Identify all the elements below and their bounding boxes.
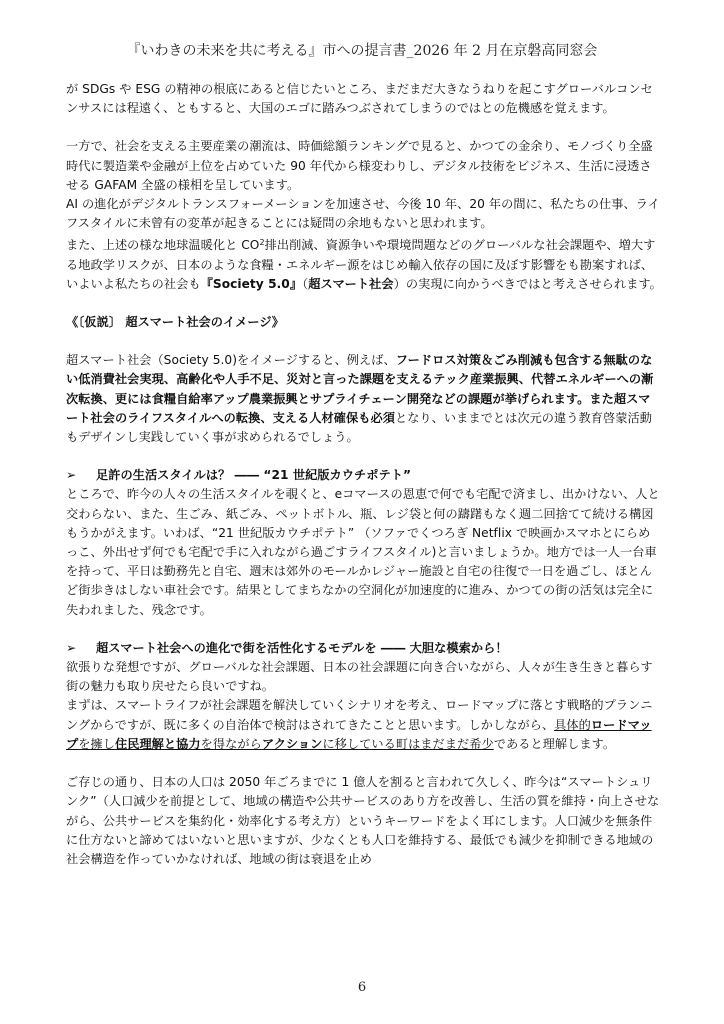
paragraph-population: ご存じの通り、日本の人口は 2050 年ごろまでに 1 億人を割ると言われて久しく、昨今は“スマートシュリンク”（人口減少を前提として、地域の構造や公共サービスのあり方を改善し、生活の質を維持・向上させながら、公共サービスを集約化・効率化する考え方）というキーワードをよく耳にします。人口減少を無条件に仕方ないと諦めてはいないと思いますが、少なくとも人口を維持する、最低でも減少を抑制できる地域の社会構造を作っていかなければ、地域の街は衰退を止め <box>66 775 660 866</box>
paragraph-couch-potato: ところで、昨今の人々の生活スタイルを覗くと、eコマースの恩恵で何でも宅配で済まし、出かけない、人と交わらない、また、生ごみ、紙ごみ、ペットボトル、瓶、レジ袋と何の躊躇もなく週二回捨てて続ける構図もうかがえます。いわば、“21 世紀版カウチポテト” （ソファでくつろぎ Netflix で映画かスマホとにらめっこ、外出せず何でも宅配で手に入れながら過ごすライフスタイル)と言いましょうか。地方では一人一台車を持って、平日は勤務先と自宅、週末は郊外のモールかレジャー施設と自宅の往復で一日を過ごし、ほとんど街歩きはしない車社会です。結果としてまちなかの空洞化が加速度的に進み、かつての街の活気は完全に失われました、残念です。 <box>66 487 660 617</box>
paragraph-ambition: 欲張りな発想ですが、グローバルな社会課題、日本の社会課題に向き合いながら、人々が生き生きと暮らす街の魅力も取り戻せたら良いですね。 <box>66 660 653 694</box>
spacer <box>66 620 662 639</box>
page-number: 6 <box>357 980 367 995</box>
arrow-bullet-icon: ➢ <box>66 468 77 483</box>
section-heading-model: ➢ 超スマート社会への進化で街を活性化するモデルを ―― 大胆な模索から！ <box>66 639 662 658</box>
spacer <box>66 118 662 137</box>
section-heading-lifestyle: ➢ 足許の生活スタイルは？ ―― “21 世紀版カウチポテト” <box>66 466 662 485</box>
paragraph-society-5: また、上述の様な地球温暖化と $CO^2$排出削減、資源争いや環境問題などのグローバルな社会課題や、増大する地政学リスクが、日本のような食糧・エネルギー源をはじめ輸入依存の国に及ぼす影響をも勘案すれば、いよいよ私たちの社会も『Society 5.0』（超スマート社会）の実現に向かうべきではと考えさせられます。 <box>66 238 662 291</box>
paragraph-ai-evolution: AI の進化がデジタルトランスフォーメーションを加速させ、今後 10 年、20 年の間に、私たちの仕事、ライフスタイルに未曾有の変革が起きることには疑問の余地もないと思われます。 <box>66 197 660 231</box>
paragraph-sdgs: が SDGs や ESG の精神の根底にあると信じたいところ、まだまだ大きなうねりを起こすグローバルコンセンサスには程遠く、ともすると、大国のエゴに踏みつぶされてしまうのではとの危機感を覚えます。 <box>66 82 653 116</box>
spacer <box>66 447 662 466</box>
spacer <box>66 332 662 351</box>
paragraph-super-smart-image: 超スマート社会（Society 5.0)をイメージすると、例えば、フードロス対策＆ごみ削減も包含する無駄のない低消費社会実現、高齢化や人手不足、災対と言った課題を支えるテック産業振興、代替エネルギーへの漸次転換、更には食糧自給率アップ農業振興とサプライチェーン開発などの課題が挙げられます。また超スマート社会のライフスタイルへの転換、支える人材確保も必須となり、いままでとは次元の違う教育啓蒙活動もデザインし実践していく事が求められるでしょう。 <box>66 353 654 445</box>
arrow-bullet-icon: ➢ <box>66 640 77 655</box>
spacer <box>66 754 662 773</box>
page-body <box>66 80 662 869</box>
document-header: 『いわきの未来を共に考える』市への提言書_2026 年 2 月在京磐高同窓会 <box>126 43 598 59</box>
paragraph-industry-trend: 一方で、社会を支える主要産業の潮流は、時価総額ランキングで見ると、かつての金余り、モノづくり全盛時代に製造業や金融が上位を占めていた 90 年代から様変わりし、デジタル技術をビジネス、生活に浸透させる GAFAM 全盛の様相を呈しています。 <box>66 139 653 192</box>
section-heading-hypothesis: 《〔仮説〕 超スマート社会のイメージ》 <box>66 315 284 330</box>
spacer <box>66 294 662 313</box>
paragraph-roadmap: まずは、スマートライフが社会課題を解決していくシナリオを考え、ロードマップに落とす戦略的プランニングからですが、既に多くの自治体で検討はされてきたことと思います。しかしながら、具体的ロードマップを擁し住民理解と協力を得ながらアクションに移している町はまだまだ希少であると理解します。 <box>66 698 653 751</box>
